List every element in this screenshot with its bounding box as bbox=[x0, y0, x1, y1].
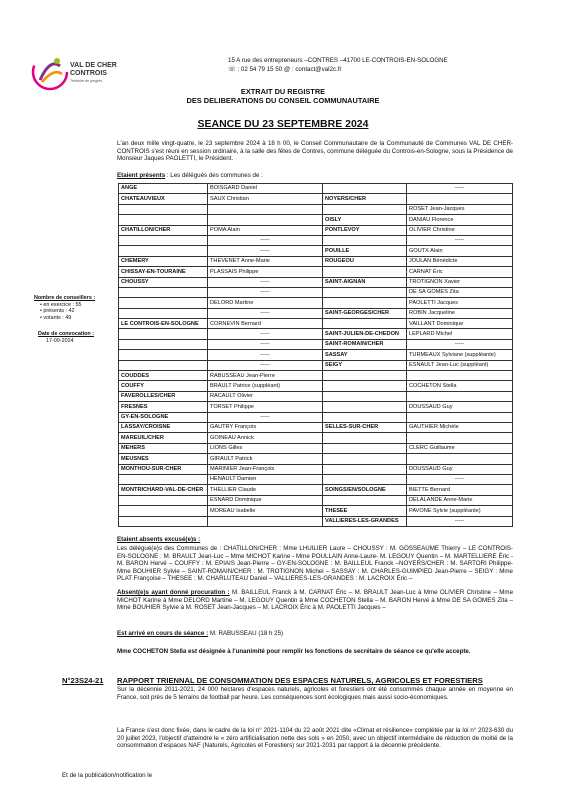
delegate-cell: ----- bbox=[208, 277, 323, 287]
delegate-cell bbox=[208, 516, 323, 526]
logo-mark-icon bbox=[30, 52, 70, 92]
commune-cell bbox=[323, 298, 407, 308]
delegate-cell bbox=[208, 215, 323, 225]
table-row bbox=[119, 204, 513, 214]
delegate-cell: GIRAULT Patrick bbox=[208, 454, 323, 464]
procuration-block bbox=[117, 589, 513, 612]
table-row bbox=[119, 454, 513, 464]
delegate-cell: ----- bbox=[407, 516, 513, 526]
table-row bbox=[119, 464, 513, 474]
table-row bbox=[119, 506, 513, 516]
delegate-cell: ----- bbox=[208, 246, 323, 256]
deliberation-title: RAPPORT TRIENNAL DE CONSOMMATION DES ESPACES NATURELS, AGRICOLES ET FORESTIERS bbox=[117, 676, 483, 685]
delegate-cell: CORNEVIN Bernard bbox=[208, 319, 323, 329]
table-row bbox=[119, 412, 513, 422]
commune-cell: SAINT-GEORGES/CHER bbox=[323, 308, 407, 318]
table-row bbox=[119, 371, 513, 381]
delegate-cell: TORSET Philippe bbox=[208, 402, 323, 412]
commune-cell bbox=[323, 319, 407, 329]
logo-tagline: Territoire de progrès bbox=[70, 79, 103, 83]
commune-cell bbox=[323, 287, 407, 297]
commune-cell: MEUSNES bbox=[119, 454, 208, 464]
table-row bbox=[119, 391, 513, 401]
commune-cell: CHEMERY bbox=[119, 256, 208, 266]
table-row bbox=[119, 215, 513, 225]
delegate-cell: ----- bbox=[208, 350, 323, 360]
delegate-cell: PAOLETTI Jacques bbox=[407, 298, 513, 308]
delegate-cell: ROSET Jean-Jacques bbox=[407, 204, 513, 214]
convocation-date: 17-09-2024 bbox=[46, 337, 74, 344]
commune-cell bbox=[323, 412, 407, 422]
delegate-cell bbox=[208, 204, 323, 214]
commune-cell: LASSAY/CROISNE bbox=[119, 422, 208, 432]
commune-cell bbox=[323, 454, 407, 464]
table-row bbox=[119, 287, 513, 297]
delegate-cell bbox=[407, 412, 513, 422]
delegate-cell: GAUTRY François bbox=[208, 422, 323, 432]
absents-title: Etaient absents excusé(e)s : bbox=[117, 536, 201, 543]
commune-cell: MEHERS bbox=[119, 443, 208, 453]
delegate-cell: BIETTE Bernard bbox=[407, 485, 513, 495]
delegate-cell: ----- bbox=[407, 339, 513, 349]
intro-text: L'an deux mille vingt-quatre, le 23 septembre 2024 à 18 h 00, le Conseil Communautaire de la Communauté de Communes VAL DE CHER-CONTROIS s'est réuni en session ordinaire, à la salle des fêtes de Contres, commune déléguée du Controis-en-Sologne, sous la Présidence de Monsieur Jaques PAOLETTI, le Président. bbox=[117, 140, 513, 163]
delegate-cell: LEPLARD Michel bbox=[407, 329, 513, 339]
delegate-cell: LIONS Gilles bbox=[208, 443, 323, 453]
delegate-cell: ----- bbox=[208, 329, 323, 339]
table-row bbox=[119, 235, 513, 245]
commune-cell bbox=[323, 443, 407, 453]
commune-cell: SAINT-JULIEN-DE-CHEDON bbox=[323, 329, 407, 339]
commune-cell bbox=[323, 474, 407, 484]
deliberation-para1: Sur la décennie 2011-2021, 24 000 hectares d'espaces naturels, agricoles et forestiers ont été consommés chaque année en moyenne en France, soit près de 5 terrains de football par heure. Les conséquences sont écologiques mais aussi socio-économiques. bbox=[117, 686, 513, 701]
table-row bbox=[119, 350, 513, 360]
table-row bbox=[119, 308, 513, 318]
delegate-cell: TURMEAUX Sylviane (suppléante) bbox=[407, 350, 513, 360]
delegate-cell: ----- bbox=[208, 339, 323, 349]
delegate-cell: DELORD Martine bbox=[208, 298, 323, 308]
commune-cell: FRESNES bbox=[119, 402, 208, 412]
delegate-cell bbox=[407, 194, 513, 204]
commune-cell: POUILLE bbox=[323, 246, 407, 256]
logo-line2: CONTROIS bbox=[70, 70, 107, 77]
table-row bbox=[119, 516, 513, 526]
commune-cell: LE CONTROIS-EN-SOLOGNE bbox=[119, 319, 208, 329]
table-row bbox=[119, 495, 513, 505]
presents-line bbox=[117, 172, 263, 180]
commune-cell bbox=[323, 391, 407, 401]
delegate-cell: MOREAU Isabelle bbox=[208, 506, 323, 516]
arrive-text: M. RABUSSEAU (18 h 25) bbox=[208, 630, 284, 637]
table-row bbox=[119, 246, 513, 256]
convocation-title: Date de convocation : bbox=[38, 331, 95, 338]
title-deliberations: DES DELIBERATIONS DU CONSEIL COMMUNAUTAIRE bbox=[186, 96, 380, 105]
delegate-cell: VAILLANT Dominique bbox=[407, 319, 513, 329]
table-row bbox=[119, 339, 513, 349]
title-extrait: EXTRAIT DU REGISTRE bbox=[240, 87, 326, 96]
commune-cell bbox=[119, 516, 208, 526]
commune-cell: CHATEAUVIEUX bbox=[119, 194, 208, 204]
table-row bbox=[119, 319, 513, 329]
table-row bbox=[119, 267, 513, 277]
publication-footer: Et de la publication/notification le bbox=[62, 772, 153, 779]
conseillers-title: Nombre de conseillers : bbox=[34, 295, 96, 301]
presents-label: Etaient présents bbox=[117, 172, 166, 179]
delegate-cell: ROBIN Jacqueline bbox=[407, 308, 513, 318]
table-row bbox=[119, 277, 513, 287]
conseillers-presents: • présents : 42 bbox=[40, 308, 75, 315]
commune-cell bbox=[323, 204, 407, 214]
commune-cell bbox=[323, 381, 407, 391]
table-row bbox=[119, 402, 513, 412]
delegate-cell: ----- bbox=[407, 184, 513, 194]
header-contact: ☏ : 02 54 79 15 50 @ : contact@val2c.fr bbox=[228, 66, 342, 73]
table-row bbox=[119, 381, 513, 391]
delegates-table bbox=[118, 183, 513, 527]
delegate-cell: DE SA GOMES Zita bbox=[407, 287, 513, 297]
procuration-title: Absent(e)s ayant donné procuration : bbox=[117, 589, 230, 596]
delegate-cell: RACAULT Olivier bbox=[208, 391, 323, 401]
delegate-cell: PLASSAIS Philippe bbox=[208, 267, 323, 277]
delegate-cell: CLERC Guillaume bbox=[407, 443, 513, 453]
procuration-text: M. BAILLEUL Franck à M. CARNAT Éric – M. BRAULT Jean-Luc à Mme OLIVIER Christine – Mme MICHOT Karine à Mme DELORD Martine – M. LEGOUY Quentin à Mme COCHETON Stella – M. BARON Hervé à Mme DE SA GOMES Zita – Mme BOUHIER Sylvie à M. ROSET Jean-Jacques – M. LACROIX Éric à M. PAOLETTI Jacques – bbox=[117, 589, 514, 612]
table-row bbox=[119, 184, 513, 194]
commune-cell: COUFFY bbox=[119, 381, 208, 391]
commune-cell: ANGE bbox=[119, 184, 208, 194]
conseillers-votants: • votants : 49 bbox=[40, 314, 72, 321]
delegate-cell: THELLIER Claude bbox=[208, 485, 323, 495]
delegate-cell: OLIVIER Christine bbox=[407, 225, 513, 235]
delegate-cell: DANIAU Florence bbox=[407, 215, 513, 225]
table-row bbox=[119, 298, 513, 308]
delegate-cell: PAVONE Sylvie (suppléante) bbox=[407, 506, 513, 516]
delegate-cell: DELALANDE Anne-Marie bbox=[407, 495, 513, 505]
commune-cell bbox=[323, 433, 407, 443]
delegate-cell: ----- bbox=[208, 412, 323, 422]
commune-cell bbox=[119, 329, 208, 339]
table-row bbox=[119, 433, 513, 443]
table-row bbox=[119, 225, 513, 235]
table-row bbox=[119, 485, 513, 495]
delegate-cell: ESNAULT Jean-Luc (suppléant) bbox=[407, 360, 513, 370]
arrive-block bbox=[117, 630, 283, 638]
commune-cell: ROUGEOU bbox=[323, 256, 407, 266]
delegate-cell: GOUTX Alain bbox=[407, 246, 513, 256]
commune-cell: PONTLEVOY bbox=[323, 225, 407, 235]
title-seance: SEANCE DU 23 SEPTEMBRE 2024 bbox=[197, 118, 369, 130]
commune-cell bbox=[119, 506, 208, 516]
commune-cell: SEIGY bbox=[323, 360, 407, 370]
commune-cell: SELLES-SUR-CHER bbox=[323, 422, 407, 432]
commune-cell: FAVEROLLES/CHER bbox=[119, 391, 208, 401]
secretaire-text: Mme COCHETON Stella est désignée à l'unanimité pour remplir les fonctions de secrétaire de séance ce qu'elle accepte. bbox=[117, 648, 471, 655]
commune-cell: SAINT-AIGNAN bbox=[323, 277, 407, 287]
commune-cell: SAINT-ROMAIN/CHER bbox=[323, 339, 407, 349]
commune-cell: NOYERS/CHER bbox=[323, 194, 407, 204]
delegate-cell: GAUTHIER Michèle bbox=[407, 422, 513, 432]
delegate-cell: DOUSSAUD Guy bbox=[407, 464, 513, 474]
delegate-cell bbox=[407, 454, 513, 464]
commune-cell: THESEE bbox=[323, 506, 407, 516]
delegate-cell: CARNAT Éric bbox=[407, 267, 513, 277]
delegate-cell: BRAULT Patrice (suppléant) bbox=[208, 381, 323, 391]
commune-cell bbox=[323, 235, 407, 245]
delegate-cell: GOINEAU Annick bbox=[208, 433, 323, 443]
commune-cell: SASSAY bbox=[323, 350, 407, 360]
delegate-cell: HENAULT Damien bbox=[208, 474, 323, 484]
commune-cell bbox=[119, 287, 208, 297]
delegate-cell: ----- bbox=[208, 360, 323, 370]
commune-cell: GY-EN-SOLOGNE bbox=[119, 412, 208, 422]
commune-cell: MAREUIL/CHER bbox=[119, 433, 208, 443]
absents-text: Les délégué(e)s des Communes de : CHATILLON/CHER : Mme LHUILIER Laure – CHOUSSY : M. GOSSEAUME Thierry – LE CONTROIS-EN-SOLOGNE : M. BRAULT Jean-Luc – Mme MICHOT Karine - Mme POULLAIN Anne-Laure- M. LEGOUY Quentin – M. MARTELLIERE Éric - M. BARON Hervé – COUFFY : M. EPIAIS Jean-Pierre – GY-EN-SOLOGNE : M. BAILLEUL Franck –NOYERS/CHER : M. SARTORI Philippe-Mme BOUHIER Sylvie – SAINT-ROMAIN/CHER : M. TROTIGNON Michel – SASSAY : M. CHARLES-GUIMPIED Jean-Pierre – SEIGY : Mme PLAT Françoise – THESEE : M. CHARLUTEAU Daniel – VALLIERES-LES-GRANDES : M. LACROIX Éric – bbox=[117, 545, 513, 583]
sidebar bbox=[34, 295, 114, 345]
delegate-cell: COCHETON Stella bbox=[407, 381, 513, 391]
commune-cell bbox=[119, 495, 208, 505]
commune-cell bbox=[119, 339, 208, 349]
delegate-cell: ESNARD Dominique bbox=[208, 495, 323, 505]
conseillers-en-exercice: • en exercice : 55 bbox=[40, 301, 82, 308]
delegate-cell: DOUSSAUD Guy bbox=[407, 402, 513, 412]
commune-cell bbox=[119, 350, 208, 360]
delegate-cell: ----- bbox=[407, 235, 513, 245]
arrive-title: Est arrivé en cours de séance : bbox=[117, 630, 209, 637]
commune-cell: SOINGS/EN/SOLOGNE bbox=[323, 485, 407, 495]
commune-cell: MONTRICHARD-VAL-DE-CHER bbox=[119, 485, 208, 495]
commune-cell bbox=[323, 495, 407, 505]
commune-cell bbox=[119, 474, 208, 484]
delegate-cell: RABUSSEAU Jean-Pierre bbox=[208, 371, 323, 381]
commune-cell bbox=[323, 184, 407, 194]
header-address: 15 A rue des entrepreneurs –CONTRES –41700 LE-CONTROIS-EN-SOLOGNE bbox=[228, 57, 448, 64]
delegate-cell: THEVENET Anne-Marie bbox=[208, 256, 323, 266]
commune-cell: COUDDES bbox=[119, 371, 208, 381]
delegate-cell: MARINIER Jean-François bbox=[208, 464, 323, 474]
commune-cell: CHATILLON/CHER bbox=[119, 225, 208, 235]
commune-cell bbox=[119, 215, 208, 225]
commune-cell: CHOUSSY bbox=[119, 277, 208, 287]
logo bbox=[30, 52, 120, 92]
presents-suffix: : Les délégués des communes de : bbox=[165, 172, 263, 179]
table-row bbox=[119, 194, 513, 204]
commune-cell bbox=[323, 402, 407, 412]
commune-cell bbox=[119, 298, 208, 308]
delegate-cell: ----- bbox=[208, 308, 323, 318]
commune-cell bbox=[119, 204, 208, 214]
table-row bbox=[119, 360, 513, 370]
logo-line1: VAL DE CHER bbox=[70, 62, 117, 69]
delegate-cell bbox=[407, 371, 513, 381]
delegate-cell: POMA Alain bbox=[208, 225, 323, 235]
commune-cell bbox=[323, 267, 407, 277]
table-row bbox=[119, 443, 513, 453]
commune-cell bbox=[119, 235, 208, 245]
table-row bbox=[119, 256, 513, 266]
commune-cell bbox=[119, 308, 208, 318]
table-row bbox=[119, 329, 513, 339]
delegate-cell: TROTIGNON Xavier bbox=[407, 277, 513, 287]
commune-cell bbox=[323, 464, 407, 474]
commune-cell bbox=[323, 371, 407, 381]
commune-cell: VALLIERES-LES-GRANDES bbox=[323, 516, 407, 526]
delegate-cell: SAUX Christian bbox=[208, 194, 323, 204]
delegate-cell: ----- bbox=[208, 235, 323, 245]
delegate-cell: BOISGARD Daniel bbox=[208, 184, 323, 194]
commune-cell bbox=[119, 360, 208, 370]
table-row bbox=[119, 422, 513, 432]
table-row bbox=[119, 474, 513, 484]
delegate-cell: ----- bbox=[407, 474, 513, 484]
delegate-cell bbox=[407, 391, 513, 401]
deliberation-number: N°23S24-21 bbox=[62, 676, 104, 685]
commune-cell: OISLY bbox=[323, 215, 407, 225]
commune-cell: CHISSAY-EN-TOURAINE bbox=[119, 267, 208, 277]
deliberation-para2: La France s'est donc fixée, dans le cadre de la loi n° 2021-1104 du 22 août 2021 dite «Climat et résilience» complétée par la loi n° 2023-630 du 20 juillet 2023, l'objectif d'atteindre le « zéro artificialisation nette des sols » en 2050, avec un objectif intermédiaire de réduction de moitié de la consommation d'espaces NAF (Naturels, Agricoles et Forestiers) sur 2021-2031 par rapport à la décennie précédente. bbox=[117, 727, 513, 750]
commune-cell bbox=[119, 246, 208, 256]
commune-cell: MONTHOU-SUR-CHER bbox=[119, 464, 208, 474]
delegate-cell: ----- bbox=[208, 287, 323, 297]
delegate-cell: JOULAN Bénédicte bbox=[407, 256, 513, 266]
delegate-cell bbox=[407, 433, 513, 443]
